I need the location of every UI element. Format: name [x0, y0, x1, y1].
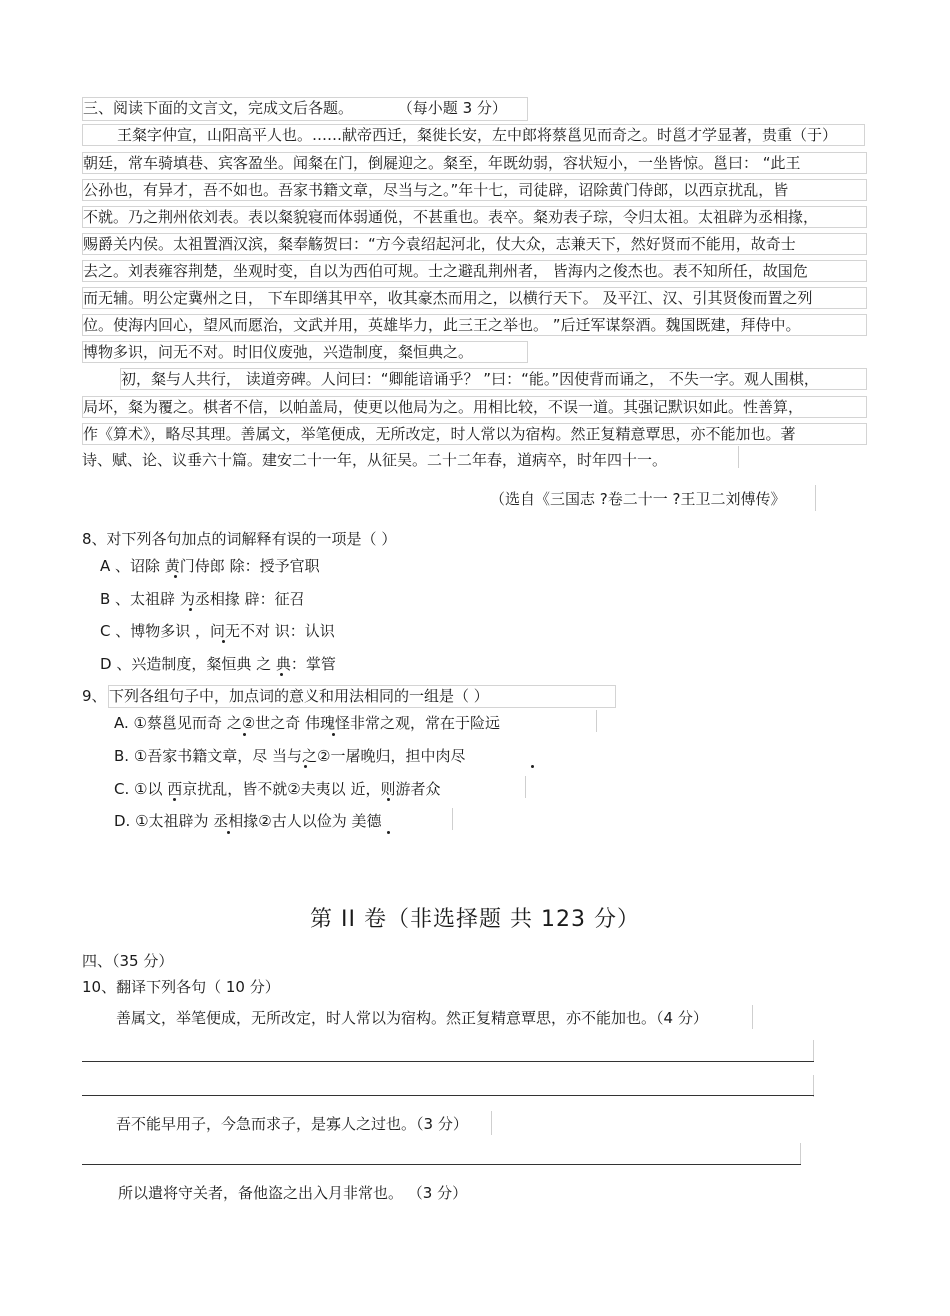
divider — [815, 485, 816, 511]
divider — [491, 1111, 492, 1135]
emphasis-dot — [304, 765, 307, 768]
section-4-heading: 四、（35 分） — [82, 952, 174, 970]
divider — [596, 710, 597, 732]
divider — [738, 446, 739, 468]
divider — [752, 1005, 753, 1029]
passage-line: 局坏，粲为覆之。棋者不信，以帕盖局，使更以他局为之。用相比较，不误一道。其强记默识如此。性善算， — [82, 396, 867, 418]
translate-sentence-1: 善属文，举笔便成，无所改定，时人常以为宿构。然正复精意覃思，亦不能加也。（4 分） — [116, 1009, 708, 1027]
emphasis-dot — [387, 831, 390, 834]
section-heading-box — [82, 97, 528, 121]
answer-line — [82, 1164, 801, 1165]
emphasis-dot — [387, 798, 390, 801]
translate-sentence-3: 所以遣将守关者，备他盗之出入月非常也。 （3 分） — [118, 1184, 468, 1202]
q9-option-b: B. ①吾家书籍文章，尽 当与之②一屠晚归，担中肉尽 — [114, 747, 466, 765]
divider — [813, 1075, 814, 1097]
question-9-number: 9、 — [82, 687, 107, 705]
q9-option-a: A. ①蔡邕见而奇 之②世之奇 伟瑰怪非常之观，常在于险远 — [114, 714, 500, 732]
passage-line: 赐爵关内侯。太祖置酒汉滨，粲奉觞贺曰：“方今袁绍起河北，仗大众，志兼天下，然好贤而不能用，故奇士 — [82, 233, 867, 255]
part-2-title: 第 II 卷（非选择题 共 123 分） — [310, 907, 640, 932]
answer-line — [82, 1061, 814, 1062]
divider — [452, 808, 453, 830]
divider — [813, 1040, 814, 1062]
divider — [800, 1143, 801, 1165]
section-heading: 三、阅读下面的文言文，完成文后各题。 — [83, 99, 354, 117]
emphasis-dot — [227, 831, 230, 834]
q8-option-d: D 、兴造制度，粲恒典 之 典：掌管 — [100, 655, 336, 673]
passage-line: 而无辅。明公定冀州之日， 下车即缮其甲卒，收其豪杰而用之，以横行天下。 及平江、汉、引其贤俊而置之列 — [82, 287, 867, 309]
answer-line — [82, 1095, 814, 1096]
emphasis-dot — [280, 673, 283, 676]
translate-sentence-2: 吾不能早用子，今急而求子，是寡人之过也。（3 分） — [116, 1115, 468, 1133]
divider — [525, 776, 526, 798]
emphasis-dot — [189, 608, 192, 611]
passage-line: 朝廷，常车骑填巷、宾客盈坐。闻粲在门，倒屣迎之。粲至，年既幼弱，容状短小，一坐皆惊。邕曰： “此王 — [82, 152, 867, 174]
section-score: （每小题 3 分） — [397, 99, 507, 117]
emphasis-dot — [332, 733, 335, 736]
passage-line: 初，粲与人共行， 读道旁碑。人问曰：“卿能谙诵乎？ ”曰：“能。”因使背而诵之， 不失一字。观人围棋， — [120, 368, 867, 390]
source-citation: （选自《三国志 ?卷二十一 ?王卫二刘傅传》 — [490, 490, 786, 508]
passage-line: 去之。刘表雍容荆楚，坐观时变，自以为西伯可规。士之避乱荆州者， 皆海内之俊杰也。表不知所任，故国危 — [82, 260, 867, 282]
passage-line: 作《算术》，略尽其理。善属文，举笔便成，无所改定，时人常以为宿构。然正复精意覃思，亦不能加也。著 — [82, 423, 867, 445]
emphasis-dot — [174, 575, 177, 578]
q8-option-a: A 、诏除 黄门侍郎 除：授予官职 — [100, 557, 320, 575]
passage-line: 位。使海内回心，望风而愿治，文武并用，英雄毕力，此三王之举也。 ”后迁军谋祭酒。魏国既建，拜侍中。 — [82, 314, 867, 336]
question-8-stem: 8、对下列各句加点的词解释有误的一项是（ ） — [82, 530, 397, 548]
passage-line: 博物多识，问无不对。时旧仪废弛，兴造制度，粲恒典之。 — [82, 341, 528, 363]
q9-option-d: D. ①太祖辟为 丞相掾②古人以俭为 美德 — [114, 812, 382, 830]
emphasis-dot — [173, 798, 176, 801]
passage-line: 不就。乃之荆州依刘表。表以粲貌寝而体弱通侻，不甚重也。表卒。粲劝表子琮，令归太祖。太祖辟为丞相掾， — [82, 206, 867, 228]
passage-line: 公孙也，有异才，吾不如也。吾家书籍文章，尽当与之。”年十七，司徒辟，诏除黄门侍郎，以西京扰乱，皆 — [82, 179, 867, 201]
question-10-stem: 10、翻译下列各句（ 10 分） — [82, 978, 280, 996]
emphasis-dot — [243, 733, 246, 736]
q9-option-c: C. ①以 西京扰乱，皆不就②夫夷以 近，则游者众 — [114, 780, 441, 798]
q8-option-c: C 、博物多识 ，问无不对 识：认识 — [100, 622, 335, 640]
passage-line: 诗、赋、论、议垂六十篇。建安二十一年，从征吴。二十二年春，道病卒，时年四十一。 — [82, 451, 668, 469]
passage-line: 王粲字仲宣，山阳高平人也。……献帝西迁，粲徙长安，左中郎将蔡邕见而奇之。时邕才学显著，贵重（于） — [82, 124, 865, 146]
emphasis-dot — [222, 640, 225, 643]
question-9-stem: 下列各组句子中，加点词的意义和用法相同的一组是（ ） — [108, 685, 616, 708]
emphasis-dot — [531, 765, 534, 768]
q8-option-b: B 、太祖辟 为丞相掾 辟：征召 — [100, 590, 305, 608]
